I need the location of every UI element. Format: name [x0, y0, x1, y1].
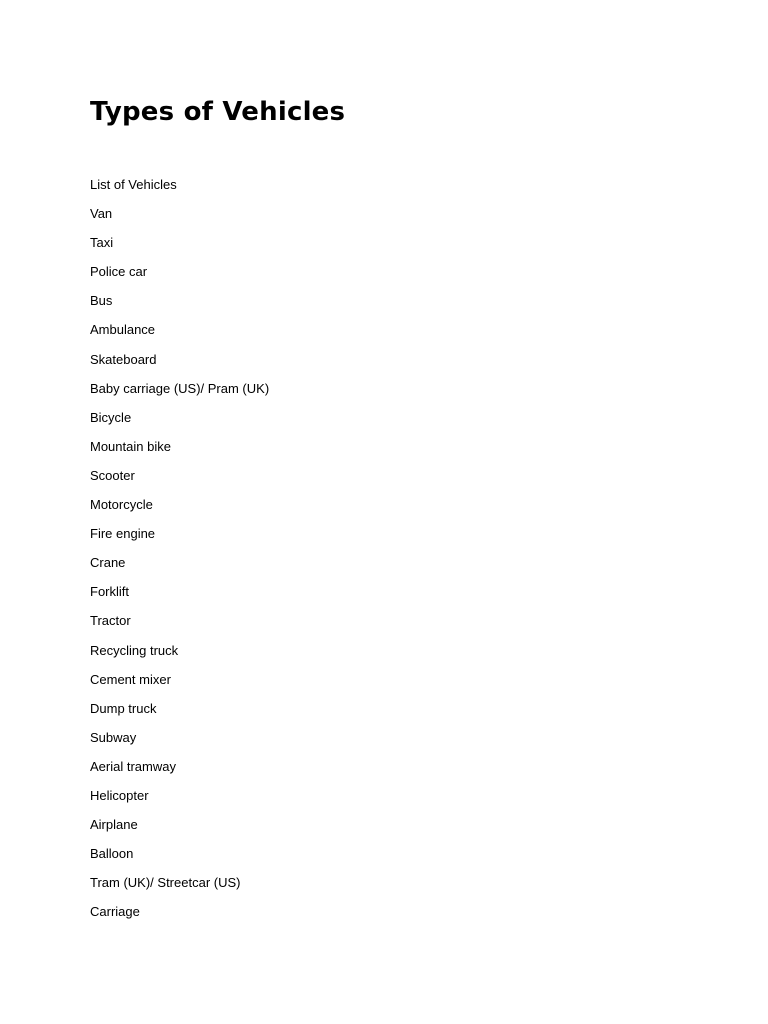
list-item: Recycling truck	[90, 642, 179, 658]
list-item: Carriage	[90, 904, 140, 920]
list-item: Tractor	[90, 613, 131, 629]
list-item: Dump truck	[90, 700, 157, 716]
list-item: Taxi	[90, 235, 114, 251]
list-item: Scooter	[90, 467, 135, 483]
list-item: Balloon	[90, 846, 134, 862]
list-item: Bicycle	[90, 409, 132, 425]
list-item: Aerial tramway	[90, 758, 176, 774]
list-item: Airplane	[90, 817, 138, 833]
list-item: Mountain bike	[90, 438, 171, 454]
list-item: Forklift	[90, 584, 129, 600]
list-item: Cement mixer	[90, 671, 171, 687]
list-item: Baby carriage (US)/ Pram (UK)	[90, 380, 270, 396]
list-item: Crane	[90, 555, 126, 571]
vehicle-list	[90, 170, 269, 926]
list-item: Van	[90, 206, 113, 222]
page-title: Types of Vehicles	[90, 97, 346, 127]
list-item: Helicopter	[90, 787, 149, 803]
list-item: Fire engine	[90, 526, 156, 542]
list-item: Skateboard	[90, 351, 157, 367]
list-heading: List of Vehicles	[90, 177, 177, 192]
list-item: Bus	[90, 293, 113, 309]
list-item: Police car	[90, 264, 148, 280]
list-item: Ambulance	[90, 322, 156, 338]
list-item: Motorcycle	[90, 497, 153, 513]
list-item: Tram (UK)/ Streetcar (US)	[90, 875, 241, 891]
list-item: Subway	[90, 729, 137, 745]
